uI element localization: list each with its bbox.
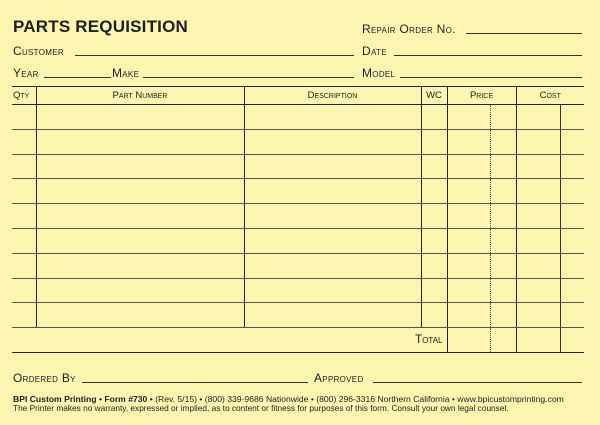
qty-cell[interactable] bbox=[12, 204, 36, 229]
parts-table bbox=[12, 86, 584, 353]
table-row bbox=[12, 228, 584, 253]
qty-cell[interactable] bbox=[12, 129, 36, 154]
make-field[interactable] bbox=[143, 77, 354, 78]
header-qty: Qty bbox=[12, 87, 36, 105]
wc-cell[interactable] bbox=[421, 204, 447, 229]
total-price-dollars-cell[interactable] bbox=[447, 328, 490, 353]
cost-dollars-cell[interactable] bbox=[516, 154, 560, 179]
table-row bbox=[12, 129, 584, 154]
wc-cell[interactable] bbox=[421, 154, 447, 179]
table-row bbox=[12, 253, 584, 278]
header-description: Description bbox=[244, 87, 421, 105]
description-cell[interactable] bbox=[244, 253, 421, 278]
wc-cell[interactable] bbox=[421, 253, 447, 278]
cost-cents-cell[interactable] bbox=[560, 154, 584, 179]
price-cents-cell[interactable] bbox=[490, 129, 516, 154]
footer-brand: BPI Custom Printing • Form #730 • bbox=[13, 394, 153, 404]
footer-contact: • (800) 339-9686 Nationwide • (800) 296-3316 Northern California • www.bpicustomprinting.com bbox=[197, 394, 564, 404]
qty-cell[interactable] bbox=[12, 105, 36, 130]
date-field[interactable] bbox=[394, 55, 582, 56]
price-cents-cell[interactable] bbox=[490, 204, 516, 229]
total-cost-cents-cell[interactable] bbox=[560, 328, 584, 353]
price-cents-cell[interactable] bbox=[490, 154, 516, 179]
make-label: Make bbox=[112, 66, 140, 80]
table-row bbox=[12, 278, 584, 303]
price-dollars-cell[interactable] bbox=[447, 278, 490, 303]
table-row bbox=[12, 204, 584, 229]
part-number-cell[interactable] bbox=[36, 129, 244, 154]
year-field[interactable] bbox=[44, 77, 111, 78]
qty-cell[interactable] bbox=[12, 253, 36, 278]
price-dollars-cell[interactable] bbox=[447, 228, 490, 253]
model-label: Model bbox=[362, 66, 396, 80]
table-body bbox=[12, 105, 584, 353]
customer-label: Customer bbox=[13, 44, 64, 58]
approved-label: Approved bbox=[314, 371, 364, 385]
total-cost-dollars-cell[interactable] bbox=[516, 328, 560, 353]
cost-dollars-cell[interactable] bbox=[516, 105, 560, 130]
cost-dollars-cell[interactable] bbox=[516, 278, 560, 303]
description-cell[interactable] bbox=[244, 105, 421, 130]
part-number-cell[interactable] bbox=[36, 253, 244, 278]
repair-order-field[interactable] bbox=[466, 33, 582, 34]
cost-cents-cell[interactable] bbox=[560, 105, 584, 130]
description-cell[interactable] bbox=[244, 303, 421, 328]
description-cell[interactable] bbox=[244, 129, 421, 154]
price-dollars-cell[interactable] bbox=[447, 154, 490, 179]
table-row bbox=[12, 154, 584, 179]
total-row bbox=[12, 328, 584, 353]
price-dollars-cell[interactable] bbox=[447, 105, 490, 130]
cost-cents-cell[interactable] bbox=[560, 253, 584, 278]
table-header-row bbox=[12, 87, 584, 105]
wc-cell[interactable] bbox=[421, 129, 447, 154]
form-title: PARTS REQUISITION bbox=[13, 17, 188, 36]
customer-field[interactable] bbox=[75, 55, 354, 56]
cost-cents-cell[interactable] bbox=[560, 303, 584, 328]
price-cents-cell[interactable] bbox=[490, 278, 516, 303]
cost-dollars-cell[interactable] bbox=[516, 228, 560, 253]
part-number-cell[interactable] bbox=[36, 105, 244, 130]
total-price-cents-cell[interactable] bbox=[490, 328, 516, 353]
ordered-by-label: Ordered By bbox=[13, 371, 76, 385]
price-cents-cell[interactable] bbox=[490, 105, 516, 130]
part-number-cell[interactable] bbox=[36, 278, 244, 303]
wc-cell[interactable] bbox=[421, 278, 447, 303]
wc-cell[interactable] bbox=[421, 105, 447, 130]
table-row bbox=[12, 179, 584, 204]
wc-cell[interactable] bbox=[421, 228, 447, 253]
part-number-cell[interactable] bbox=[36, 204, 244, 229]
price-dollars-cell[interactable] bbox=[447, 179, 490, 204]
description-cell[interactable] bbox=[244, 154, 421, 179]
description-cell[interactable] bbox=[244, 179, 421, 204]
header-price: Price bbox=[447, 87, 516, 105]
price-dollars-cell[interactable] bbox=[447, 204, 490, 229]
qty-cell[interactable] bbox=[12, 179, 36, 204]
part-number-cell[interactable] bbox=[36, 179, 244, 204]
year-label: Year bbox=[13, 66, 39, 80]
wc-cell[interactable] bbox=[421, 179, 447, 204]
price-cents-cell[interactable] bbox=[490, 179, 516, 204]
qty-cell[interactable] bbox=[12, 303, 36, 328]
part-number-cell[interactable] bbox=[36, 154, 244, 179]
qty-cell[interactable] bbox=[12, 228, 36, 253]
qty-cell[interactable] bbox=[12, 278, 36, 303]
header-part-number: Part Number bbox=[36, 87, 244, 105]
model-field[interactable] bbox=[400, 77, 582, 78]
cost-cents-cell[interactable] bbox=[560, 204, 584, 229]
cost-dollars-cell[interactable] bbox=[516, 129, 560, 154]
cost-cents-cell[interactable] bbox=[560, 129, 584, 154]
part-number-cell[interactable] bbox=[36, 303, 244, 328]
cost-cents-cell[interactable] bbox=[560, 278, 584, 303]
footer-rev: (Rev. 5/15) bbox=[152, 394, 197, 404]
cost-cents-cell[interactable] bbox=[560, 228, 584, 253]
table-row bbox=[12, 105, 584, 130]
wc-cell[interactable] bbox=[421, 303, 447, 328]
part-number-cell[interactable] bbox=[36, 228, 244, 253]
header-wc: WC bbox=[421, 87, 447, 105]
description-cell[interactable] bbox=[244, 228, 421, 253]
date-label: Date bbox=[362, 44, 387, 58]
price-cents-cell[interactable] bbox=[490, 228, 516, 253]
description-cell[interactable] bbox=[244, 204, 421, 229]
price-dollars-cell[interactable] bbox=[447, 253, 490, 278]
ordered-by-field[interactable] bbox=[82, 382, 308, 383]
cost-dollars-cell[interactable] bbox=[516, 204, 560, 229]
repair-order-label: Repair Order No. bbox=[362, 22, 456, 36]
cost-dollars-cell[interactable] bbox=[516, 253, 560, 278]
total-label: Total bbox=[12, 328, 447, 353]
cost-cents-cell[interactable] bbox=[560, 179, 584, 204]
qty-cell[interactable] bbox=[12, 154, 36, 179]
table-row bbox=[12, 303, 584, 328]
header-cost: Cost bbox=[516, 87, 584, 105]
price-dollars-cell[interactable] bbox=[447, 129, 490, 154]
footer-disclaimer: The Printer makes no warranty, expressed or implied, as to content or fitness for purposes of this form. Consult your own legal counsel. bbox=[13, 403, 509, 413]
cost-dollars-cell[interactable] bbox=[516, 303, 560, 328]
approved-field[interactable] bbox=[373, 382, 582, 383]
price-dollars-cell[interactable] bbox=[447, 303, 490, 328]
cost-dollars-cell[interactable] bbox=[516, 179, 560, 204]
price-cents-cell[interactable] bbox=[490, 253, 516, 278]
description-cell[interactable] bbox=[244, 278, 421, 303]
price-cents-cell[interactable] bbox=[490, 303, 516, 328]
